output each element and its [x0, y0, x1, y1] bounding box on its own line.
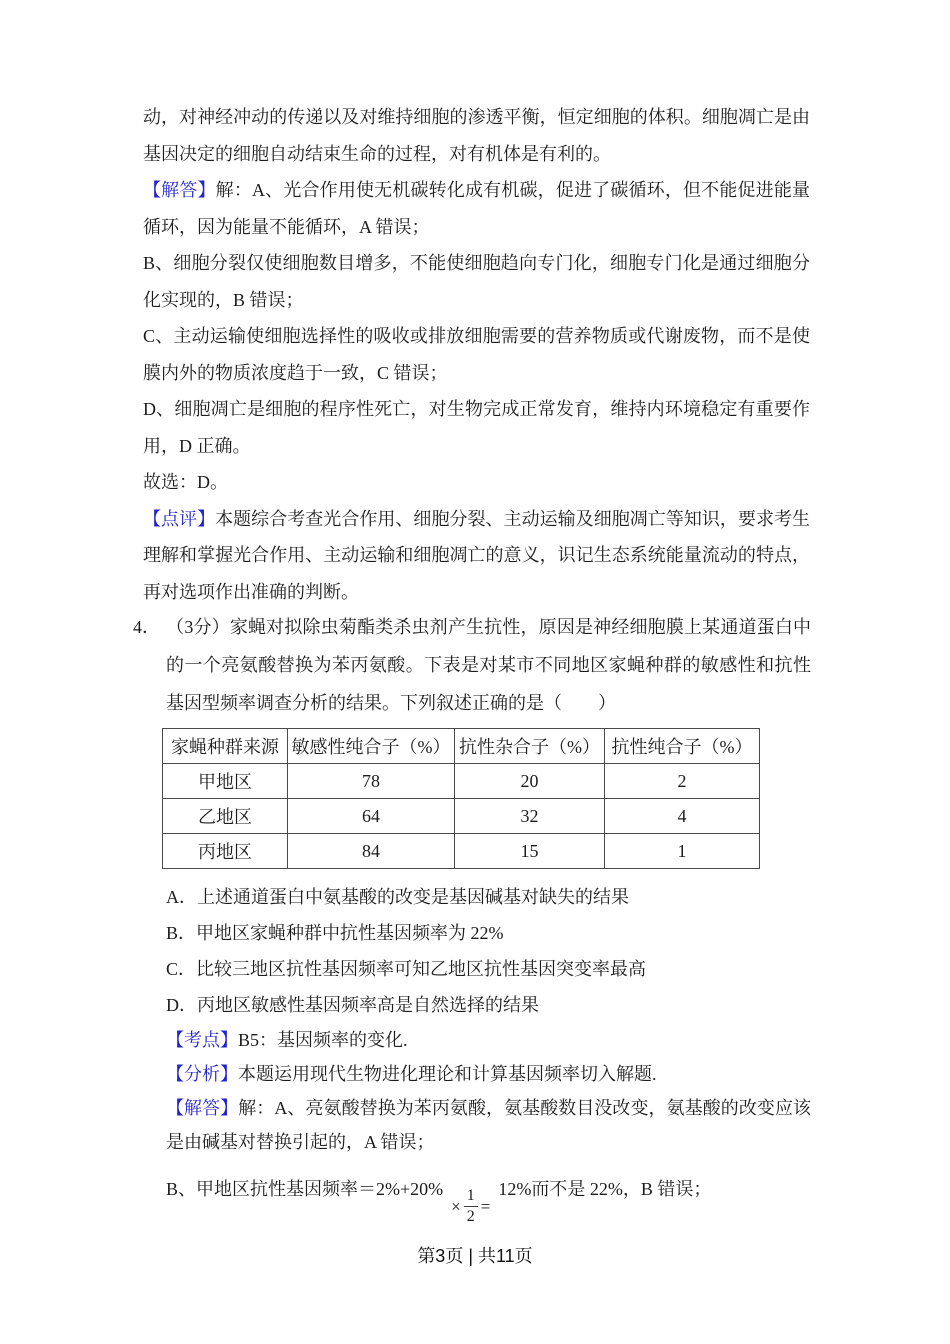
formula-suffix: 12%而不是 22%，B 错误； — [498, 1179, 712, 1199]
table-row — [163, 834, 760, 869]
table-header-cell: 抗性杂合子（%） — [455, 729, 605, 764]
page-footer — [0, 1242, 950, 1268]
option-b: B．甲地区家蝇种群中抗性基因频率为 22% — [166, 923, 504, 943]
table-cell: 4 — [605, 799, 760, 834]
jieda-label-q4: 【解答】 — [166, 1098, 239, 1118]
jieda-label: 【解答】 — [143, 180, 216, 200]
kaodian-paragraph — [166, 1023, 811, 1057]
jieda-paragraph-q4 — [166, 1091, 811, 1159]
table-cell: 2 — [605, 764, 760, 799]
option-d: D．丙地区敏感性基因频率高是自然选择的结果 — [166, 995, 539, 1015]
answer-continuation-text: 动，对神经冲动的传递以及对维持细胞的渗透平衡，恒定细胞的体积。细胞凋亡是由基因决定的细胞自动结束生命的过程，对有机体是有利的。 — [143, 107, 810, 164]
table-row — [163, 799, 760, 834]
table-header-cell: 敏感性纯合子（%） — [288, 729, 455, 764]
table-cell: 1 — [605, 834, 760, 869]
table-header-cell: 家蝇种群来源 — [163, 729, 288, 764]
table-cell: 甲地区 — [163, 764, 288, 799]
table-cell: 78 — [288, 764, 455, 799]
fraction-one-half — [464, 1187, 478, 1227]
kaodian-text: B5：基因频率的变化. — [238, 1030, 408, 1050]
jieda-text: 解：A、光合作用使无机碳转化成有机碳，促进了碳循环，但不能促进能量循环，因为能量不能循环，A 错误； — [143, 180, 811, 237]
jieda-text-q4: 解：A、亮氨酸替换为苯丙氨酸，氨基酸数目没改变，氨基酸的改变应该是由碱基对替换引起的，A 错误； — [166, 1098, 812, 1152]
formula-prefix: B、甲地区抗性基因频率＝2%+20% — [166, 1179, 444, 1199]
kaodian-label: 【考点】 — [166, 1030, 238, 1050]
question3-answer-section — [143, 99, 810, 610]
dianping-text: 本题综合考查光合作用、细胞分裂、主动运输及细胞凋亡等知识，要求考生理解和掌握光合作用、主动运输和细胞凋亡的意义，识记生态系统能量流动的特点，再对选项作出准确的判断。 — [143, 508, 811, 602]
question4-stem-paragraph — [133, 608, 811, 722]
options-list — [166, 879, 811, 1023]
page-number-text: 第3页 | 共11页 — [417, 1246, 533, 1266]
table-cell: 64 — [288, 799, 455, 834]
table-header-row — [163, 729, 760, 764]
question4-number: 4． — [133, 617, 160, 637]
question4-stem-text: （3分）家蝇对拟除虫菊酯类杀虫剂产生抗性，原因是神经细胞膜上某通道蛋白中的一个亮氨酸替换为苯丙氨酸。下表是对某市不同地区家蝇种群的敏感性和抗性基因型频率调查分析的结果。下列叙述正确的是（ ） — [166, 617, 811, 713]
equals-sign: = — [480, 1196, 491, 1216]
table-cell: 32 — [455, 799, 605, 834]
jieda-paragraph — [143, 172, 810, 245]
multiply-sign: × — [451, 1196, 461, 1216]
table-cell: 20 — [455, 764, 605, 799]
fenxi-label: 【分析】 — [166, 1064, 238, 1084]
fenxi-paragraph — [166, 1057, 811, 1091]
question4-section — [133, 608, 812, 1226]
option-c: C．比较三地区抗性基因频率可知乙地区抗性基因突变率最高 — [166, 959, 647, 979]
dianping-paragraph — [143, 501, 810, 611]
housefly-genotype-frequency-table — [162, 728, 760, 869]
table-cell: 丙地区 — [163, 834, 288, 869]
table-cell: 乙地区 — [163, 799, 288, 834]
fraction-denominator: 2 — [466, 1208, 475, 1226]
dianping-label: 【点评】 — [143, 508, 216, 529]
table-cell: 84 — [288, 834, 455, 869]
table-cell: 15 — [455, 834, 605, 869]
table-row — [163, 764, 760, 799]
table-header-cell: 抗性纯合子（%） — [605, 729, 760, 764]
answer-point-d: D、细胞凋亡是细胞的程序性死亡，对生物完成正常发育，维持内环境稳定有重要作用，D 正确。 — [143, 399, 810, 456]
formula-paragraph — [166, 1169, 811, 1226]
fenxi-text: 本题运用现代生物进化理论和计算基因频率切入解题. — [238, 1064, 657, 1084]
answer-conclusion: 故选：D。 — [143, 472, 228, 492]
answer-point-b: B、细胞分裂仅使细胞数目增多，不能使细胞趋向专门化，细胞专门化是通过细胞分化实现的，B 错误； — [143, 253, 810, 310]
fraction-numerator: 1 — [464, 1187, 478, 1207]
answer-point-c: C、主动运输使细胞选择性的吸收或排放细胞需要的营养物质或代谢废物，而不是使膜内外的物质浓度趋于一致，C 错误； — [143, 326, 810, 383]
option-a: A．上述通道蛋白中氨基酸的改变是基因碱基对缺失的结果 — [166, 887, 629, 907]
fraction-expression — [448, 1185, 493, 1227]
